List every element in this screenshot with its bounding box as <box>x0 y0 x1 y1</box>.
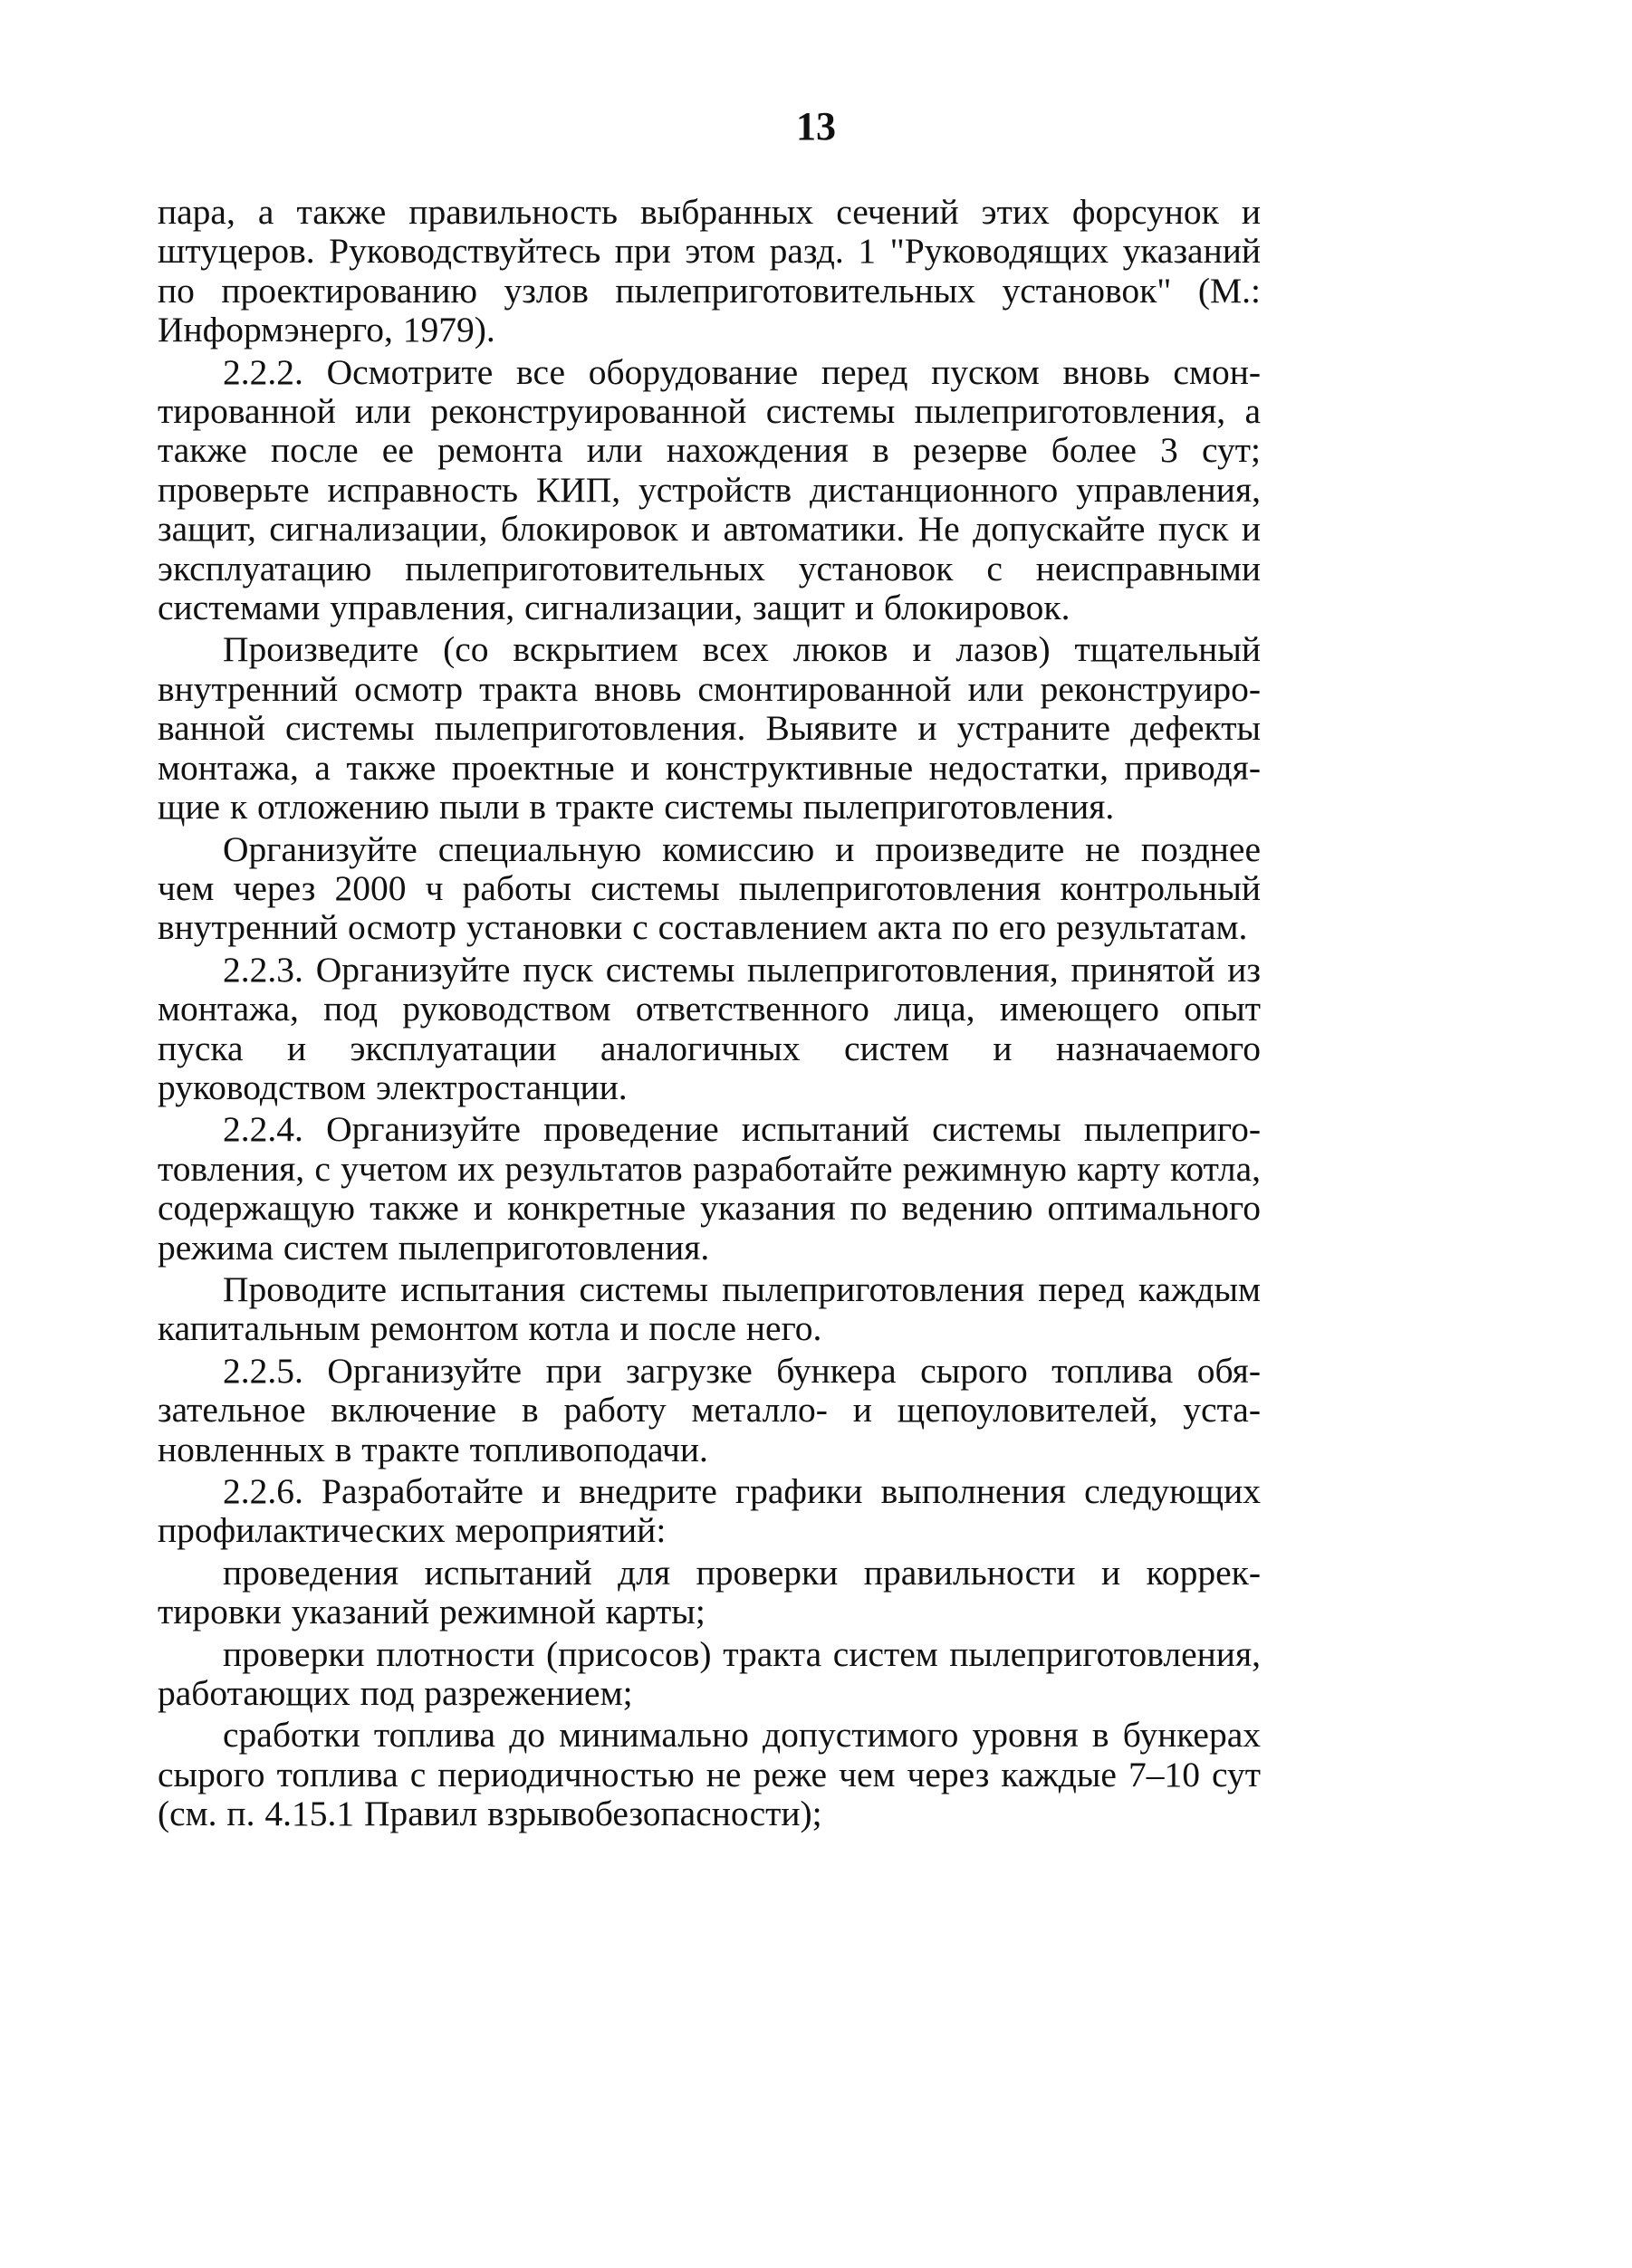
list-item: проверки плотности (присосов) тракта систем пылеприготовления, работающих под разрежением; <box>158 1633 1261 1714</box>
paragraph-special-commission: Организуйте специальную комиссию и произведите не позднее чем через 2000 ч работы системы пылеприготовления контрольный внутренний осмотр установки с составлением акта по его результатам. <box>158 828 1261 948</box>
paragraph-2-2-6: 2.2.6. Разработайте и внедрите графики выполнения следующих профилактических мероприятий: <box>158 1471 1261 1551</box>
paragraph-2-2-3: 2.2.3. Организуйте пуск системы пылеприготовления, принятой из монтажа, под руководством ответственного лица, имеющего опыт пуска и эксплуатации аналогичных систем и назначаемого руководством электростанции. <box>158 949 1261 1107</box>
body-text <box>158 193 1261 1837</box>
paragraph-tests: Проводите испытания системы пылеприготовления перед каждым капитальным ремонтом котла и после него. <box>158 1268 1261 1349</box>
page-number: 13 <box>796 104 836 148</box>
paragraph-continuation: пара, а также правильность выбранных сечений этих форсунок и штуцеров. Руководствуйтесь при этом разд. 1 "Руководящих указаний по проектированию узлов пылеприготовительных установок" (М.: Информэнерго, 1979). <box>158 192 1261 350</box>
paragraph-2-2-4: 2.2.4. Организуйте проведение испытаний системы пылеприготовления, с учетом их результатов разработайте режимную карту котла, содержащую также и конкретные указания по ведению оптимального режима систем пылеприготовления. <box>158 1109 1261 1268</box>
paragraph-internal-inspection: Произведите (со вскрытием всех люков и лазов) тщательный внутренний осмотр тракта вновь смонтированной или реконструированной системы пылеприготовления. Выявите и устраните дефекты монтажа, а также проектные и конструктивные недостатки, приводящие к отложению пыли в тракте системы пылеприготовления. <box>158 629 1261 828</box>
paragraph-2-2-2: 2.2.2. Осмотрите все оборудование перед пуском вновь смонтированной или реконструированной системы пылеприготовления, а также после ее ремонта или нахождения в резерве более 3 сут; проверьте исправность КИП, устройств дистанционного управления, защит, сигнализации, блокировок и автоматики. Не допускайте пуск и эксплуатацию пылеприготовительных установок с неисправными системами управления, сигнализации, защит и блокировок. <box>158 351 1261 628</box>
list-item: проведения испытаний для проверки правильности и корректировки указаний режимной карты; <box>158 1552 1261 1632</box>
paragraph-2-2-5: 2.2.5. Организуйте при загрузке бункера сырого топлива обязательное включение в работу металло- и щепоуловителей, установленных в тракте топливоподачи. <box>158 1350 1261 1469</box>
list-item: сработки топлива до минимально допустимого уровня в бункерах сырого топлива с периодичностью не реже чем через каждые 7–10 сут (см. п. 4.15.1 Правил взрывобезопасности); <box>158 1715 1261 1834</box>
